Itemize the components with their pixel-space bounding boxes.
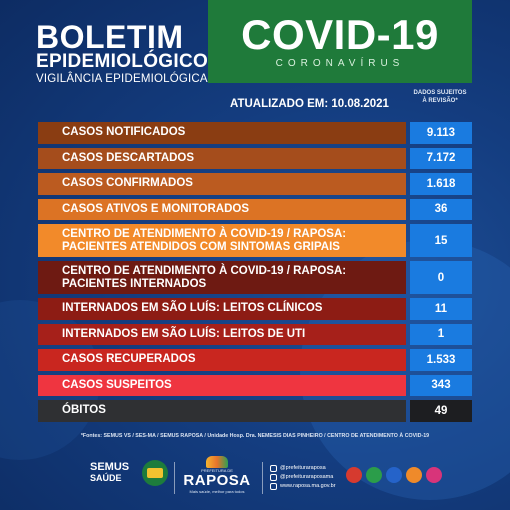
badge-pink-icon xyxy=(426,467,442,483)
badge-red-icon xyxy=(346,467,362,483)
stats-row-label: CASOS DESCARTADOS xyxy=(38,148,406,170)
raposa-tagline: Mais saúde, melhor para todos xyxy=(189,489,245,494)
social-handle: @prefeituraraposa xyxy=(280,465,326,471)
stats-row xyxy=(38,199,472,221)
stats-row-label: CENTRO DE ATENDIMENTO À COVID-19 / RAPOSA: PACIENTES ATENDIDOS COM SINTOMAS GRIPAIS xyxy=(38,224,406,257)
semus-sub: SAÚDE xyxy=(90,473,122,483)
stats-row xyxy=(38,349,472,371)
stats-row xyxy=(38,148,472,170)
raposa-prefix: PREFEITURA DE xyxy=(201,468,233,473)
social-item[interactable] xyxy=(270,473,336,482)
divider xyxy=(174,462,175,494)
instagram-icon xyxy=(270,465,277,472)
title-vigilancia: VIGILÂNCIA EPIDEMIOLÓGICA xyxy=(36,73,208,85)
semus-flag-icon xyxy=(142,460,168,486)
web-icon xyxy=(270,483,277,490)
updated-date: ATUALIZADO EM: 10.08.2021 xyxy=(230,98,389,110)
raposa-logo xyxy=(182,456,252,498)
stats-row xyxy=(38,261,472,294)
social-handle: www.raposa.ma.gov.br xyxy=(280,483,336,489)
stats-row-value: 36 xyxy=(410,199,472,221)
stats-row xyxy=(38,173,472,195)
covid-title: COVID-19 xyxy=(241,11,439,58)
badge-green-icon xyxy=(366,467,382,483)
stats-row-label: INTERNADOS EM SÃO LUÍS: LEITOS DE UTI xyxy=(38,324,406,346)
footer xyxy=(0,452,510,502)
covid-banner xyxy=(208,0,472,83)
stats-row-value: 1.533 xyxy=(410,349,472,371)
social-handle: @prefeituraraposama xyxy=(280,474,334,480)
stats-row xyxy=(38,224,472,257)
stats-row-value: 49 xyxy=(410,400,472,422)
badge-orange-icon xyxy=(406,467,422,483)
badge-blue-icon xyxy=(386,467,402,483)
semus-name: SEMUS xyxy=(90,461,130,473)
stats-row-value: 1 xyxy=(410,324,472,346)
stats-row-value: 11 xyxy=(410,298,472,320)
stats-row xyxy=(38,375,472,397)
covid-subtitle: CORONAVÍRUS xyxy=(275,58,405,69)
stats-row-label: CENTRO DE ATENDIMENTO À COVID-19 / RAPOSA: PACIENTES INTERNADOS xyxy=(38,261,406,294)
stats-row-value: 15 xyxy=(410,224,472,257)
program-badges xyxy=(346,467,442,483)
stats-row xyxy=(38,324,472,346)
stats-row-value: 343 xyxy=(410,375,472,397)
social-item[interactable] xyxy=(270,482,336,491)
stats-row-label: INTERNADOS EM SÃO LUÍS: LEITOS CLÍNICOS xyxy=(38,298,406,320)
social-links xyxy=(270,464,336,491)
stats-row-value: 9.113 xyxy=(410,122,472,144)
social-item[interactable] xyxy=(270,464,336,473)
stats-table xyxy=(38,122,472,426)
stats-row-value: 1.618 xyxy=(410,173,472,195)
semus-logo xyxy=(90,462,129,484)
stats-row-label: CASOS CONFIRMADOS xyxy=(38,173,406,195)
title-boletim: BOLETIM xyxy=(36,19,184,55)
raposa-name: RAPOSA xyxy=(183,472,251,489)
facebook-icon xyxy=(270,474,277,481)
stats-row-value: 7.172 xyxy=(410,148,472,170)
raposa-crown-icon xyxy=(206,456,228,468)
stats-row xyxy=(38,298,472,320)
title-epidemiologico: EPIDEMIOLÓGICO xyxy=(36,51,209,72)
stats-row-label: CASOS SUSPEITOS xyxy=(38,375,406,397)
stats-row xyxy=(38,400,472,422)
stats-row-label: CASOS RECUPERADOS xyxy=(38,349,406,371)
stats-row-label: CASOS NOTIFICADOS xyxy=(38,122,406,144)
divider xyxy=(262,462,263,494)
bulletin-title xyxy=(36,19,209,86)
stats-row xyxy=(38,122,472,144)
revision-note: DADOS SUJEITOS À REVISÃO* xyxy=(413,90,467,104)
sources-note: *Fontes: SEMUS VS / SES-MA / SEMUS RAPOSA / Unidade Hosp. Dra. NEMESIS DIAS PINHEIRO / CENTRO DE ATENDIMENTO À COVID-19 xyxy=(80,433,430,439)
stats-row-label: ÓBITOS xyxy=(38,400,406,422)
stats-row-value: 0 xyxy=(410,261,472,294)
stats-row-label: CASOS ATIVOS E MONITORADOS xyxy=(38,199,406,221)
